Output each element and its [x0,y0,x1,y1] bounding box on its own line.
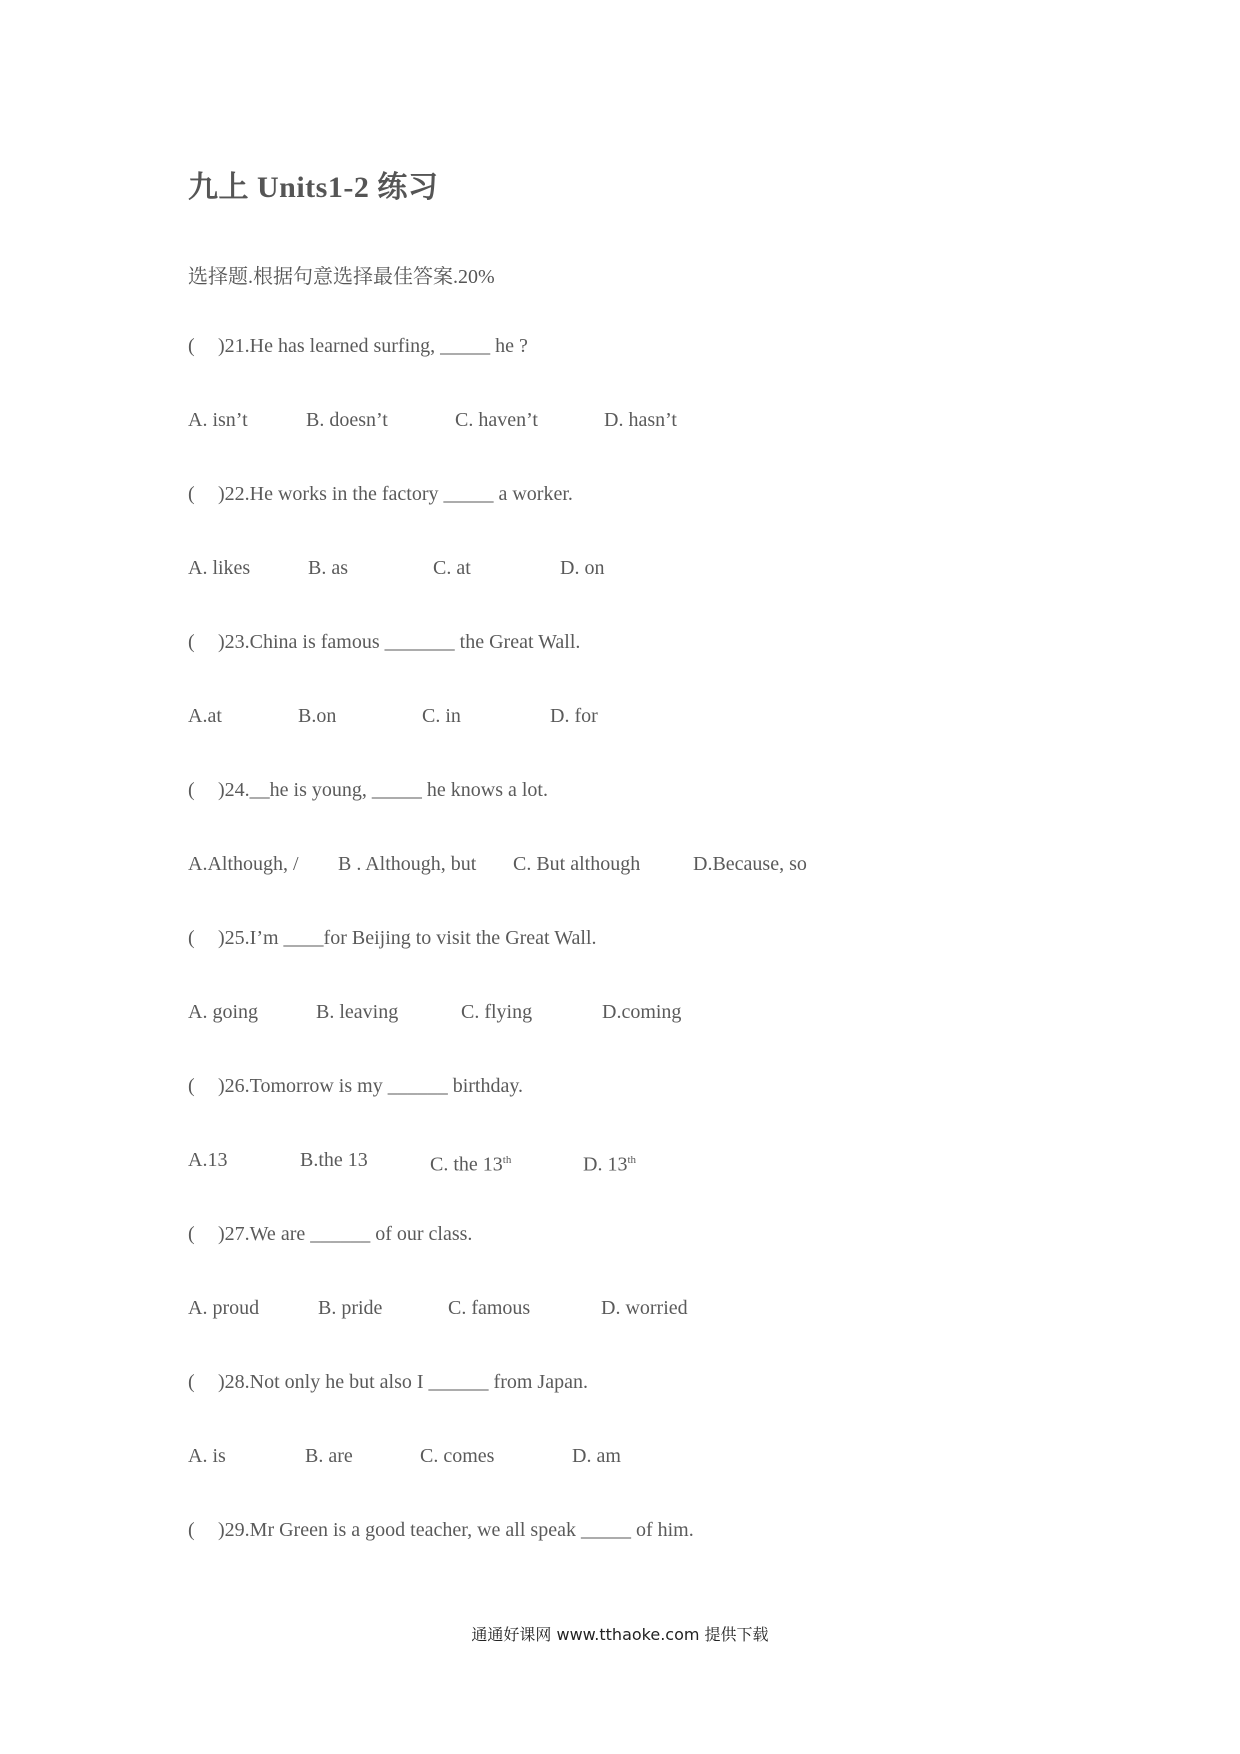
question-24 [188,778,548,802]
option-c: C. famous [448,1297,531,1319]
option-c-text: C. the 13 [430,1153,503,1176]
ordinal-suffix: th [502,1154,512,1166]
option-a: A.Although, / [188,853,299,875]
option-d: D. for [550,705,598,727]
option-d [583,1148,636,1177]
option-b: B.on [298,705,337,727]
option-a: A. likes [188,557,251,579]
page-title: 九上 Units1-2 练习 [188,171,439,204]
answer-bracket: ( [188,927,195,949]
option-c [430,1148,511,1177]
question-27 [188,1222,472,1246]
section-instructions: 选择题.根据句意选择最佳答案.20% [188,266,495,288]
option-d: D. am [572,1445,621,1467]
option-c: C. haven’t [455,409,538,431]
option-c: C. But although [513,853,641,875]
answer-bracket: ( [188,1223,195,1245]
answer-bracket: ( [188,1075,195,1097]
answer-bracket: ( [188,483,195,505]
option-b: B. are [305,1445,353,1467]
question-text: )24.__he is young, _____ he knows a lot. [218,779,548,801]
option-d: D.coming [602,1001,682,1023]
answer-bracket: ( [188,335,195,357]
answer-bracket: ( [188,779,195,801]
option-c: C. comes [420,1445,495,1467]
option-a: A. going [188,1001,258,1023]
option-b: B. pride [318,1297,383,1319]
option-b: B.the 13 [300,1149,368,1171]
question-text: )29.Mr Green is a good teacher, we all speak _____ of him. [218,1519,694,1541]
option-b: B. leaving [316,1001,399,1023]
option-b: B . Although, but [338,853,477,875]
option-d: D. worried [601,1297,688,1319]
answer-bracket: ( [188,631,195,653]
option-a: A. is [188,1445,226,1467]
ordinal-suffix: th [627,1154,637,1166]
option-d: D.Because, so [693,853,807,875]
question-text: )23.China is famous _______ the Great Wall. [218,631,581,653]
option-a: A. isn’t [188,409,248,431]
question-29 [188,1518,694,1542]
answer-bracket: ( [188,1371,195,1393]
question-25 [188,926,597,950]
question-text: )28.Not only he but also I ______ from Japan. [218,1371,588,1393]
question-22 [188,482,573,506]
answer-bracket: ( [188,1519,195,1541]
option-b: B. as [308,557,348,579]
question-26 [188,1074,523,1098]
question-23 [188,630,580,654]
option-c: C. in [422,705,461,727]
question-text: )25.I’m ____for Beijing to visit the Great Wall. [218,927,597,949]
question-21 [188,334,528,358]
question-text: )22.He works in the factory _____ a worker. [218,483,573,505]
option-d: D. hasn’t [604,409,677,431]
option-c: C. at [433,557,471,579]
question-text: )27.We are ______ of our class. [218,1223,473,1245]
question-28 [188,1370,588,1394]
footer-credit: 通通好课网 www.tthaoke.com 提供下载 [471,1625,769,1644]
option-a: A.13 [188,1149,228,1171]
question-text: )21.He has learned surfing, _____ he ? [218,335,528,357]
option-c: C. flying [461,1001,533,1023]
question-text: )26.Tomorrow is my ______ birthday. [218,1075,524,1097]
option-a: A.at [188,705,222,727]
option-d: D. on [560,557,605,579]
option-d-text: D. 13 [583,1153,628,1176]
option-b: B. doesn’t [306,409,388,431]
option-a: A. proud [188,1297,260,1319]
